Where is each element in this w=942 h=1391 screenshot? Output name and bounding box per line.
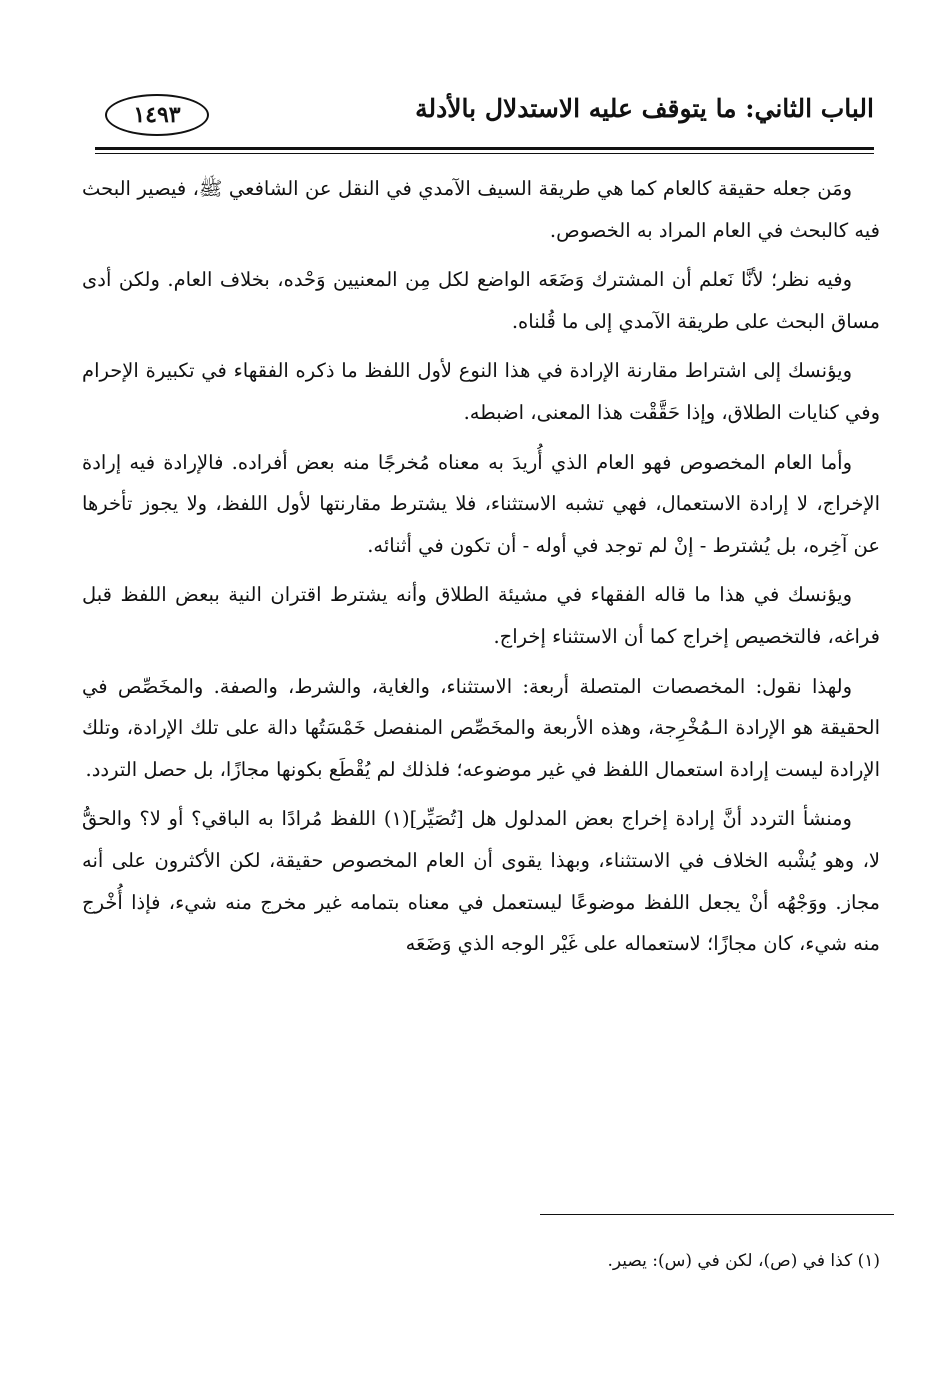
paragraph: ولهذا نقول: المخصصات المتصلة أربعة: الاستثناء، والغاية، والشرط، والصفة. والمخَصِّص في الحقيقة هو الإرادة الـمُخْرِجة، وهذه الأربعة والمخَصِّص المنفصل خَمْسَتُها دالة على تلك الإرادة، وتلك الإرادة ليست إرادة استعمال اللفظ في غير موضوعه؛ فلذلك لم يُقْطَع بكونها مجازًا، بل حصل التردد.: [82, 674, 880, 781]
footnote-separator: [540, 1214, 894, 1215]
page-header: [95, 88, 874, 144]
paragraph: وفيه نظر؛ لأنَّا نَعلم أن المشترك وَضَعَه الواضع لكل مِن المعنيين وَحْده، بخلاف العام. ولكن أدى مساق البحث على طريقة الآمدي إلى ما قُلناه.: [82, 268, 880, 333]
footnote: (١) كذا في (ص)، لكن في (س): يصير.: [607, 1251, 880, 1271]
running-title: الباب الثاني: ما يتوقف عليه الاستدلال بالأدلة: [415, 94, 874, 123]
paragraph: وأما العام المخصوص فهو العام الذي أُريدَ به معناه مُخرجًا منه بعض أفراده. فالإرادة فيه إرادة الإخراج، لا إرادة الاستعمال، فهي تشبه الاستثناء، فلا يشترط مقارنتها لأول اللفظ، ولا يجوز تأخرها عن آخِره، بل يُشترط - إنْ لم توجد في أوله - أن تكون في أثنائه.: [82, 450, 880, 557]
paragraph: ويؤنسك إلى اشتراط مقارنة الإرادة في هذا النوع لأول اللفظ ما ذكره الفقهاء في تكبيرة الإحرام وفي كنايات الطلاق، وإذا حَقَّقْت هذا المعنى، اضبطه.: [82, 359, 880, 424]
header-rule-thin: [95, 153, 874, 154]
paragraph: ويؤنسك في هذا ما قاله الفقهاء في مشيئة الطلاق وأنه يشترط اقتران النية ببعض اللفظ قبل فراغه، فالتخصيص إخراج كما أن الاستثناء إخراج.: [82, 583, 880, 648]
page-number: ١٤٩٣: [105, 94, 209, 136]
paragraph: ومَن جعله حقيقة كالعام كما هي طريقة السيف الآمدي في النقل عن الشافعي ﷺ، فيصير البحث فيه كالبحث في العام المراد به الخصوص.: [82, 177, 880, 242]
paragraph: ومنشأ التردد أنَّ إرادة إخراج بعض المدلول هل [تُصَيِّر](١) اللفظ مُرادًا به الباقي؟ أو لا؟ والحقُّ لا، وهو يُشْبه الخلاف في الاستثناء، وبهذا يقوى أن العام المخصوص حقيقة، لكن الأكثرون على أنه مجاز. ووَجْهُه أنْ يجعل اللفظ موضوعًا ليستعمل في معناه بتمامه غير مخرج منه شيء، فإذا أُخْرج منه شيء، كان مجازًا؛ لاستعماله على غَيْر الوجه الذي وَضَعَه: [82, 807, 880, 956]
header-rule-thick: [95, 147, 874, 150]
main-text: [82, 168, 880, 973]
